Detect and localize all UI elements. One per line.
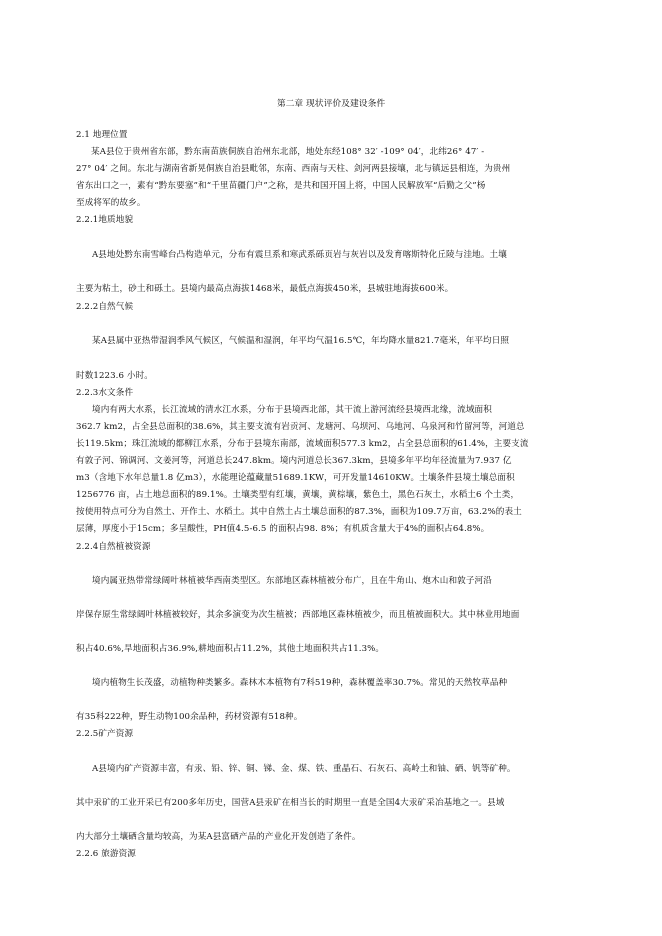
paragraph-line: 至成将军的故乡。 bbox=[76, 198, 146, 208]
paragraph-line: 长119.5km；珠江流域的都柳江水系，分布于县境东南部，流域面积577.3 km2，占全县总面积的61.4%，主要支流 bbox=[76, 439, 529, 449]
paragraph-line: 境内有两大水系，长江流域的清水江水系，分布于县境西北部，其干流上游河流经县境西北缘，流域面积 bbox=[92, 405, 492, 415]
paragraph-line: 层薄，厚度小于15cm；多呈酸性，PH值4.5-6.5 的面积占98. 8%；有机质含量大于4%的面积占64.8%。 bbox=[76, 524, 490, 534]
section-heading-2-2-6: 2.2.6 旅游资源 bbox=[76, 849, 136, 859]
paragraph-line: m3（含地下水年总量1.8 亿m3），水能理论蕴藏量51689.1KW，可开发量14610KW。土壤条件县境土壤总面积 bbox=[76, 473, 515, 483]
paragraph-line: 27° 04′ 之间。东北与湖南省新晃侗族自治县毗邻，东南、西南与天柱、剑河两县接壤，北与镇远县相连，为贵州 bbox=[76, 164, 511, 174]
paragraph-line: 有35科222种，野生动物100余品种，药材资源有518种。 bbox=[76, 712, 303, 722]
chapter-title: 第二章 现状评价及建设条件 bbox=[276, 99, 386, 109]
paragraph-line: 1256776 亩，占土地总面积的89.1%。土壤类型有红壤，黄壤，黄棕壤，紫色土，黑色石灰土，水稻土6 个土类， bbox=[76, 490, 520, 500]
section-heading-2-2-3: 2.2.3水文条件 bbox=[76, 388, 134, 398]
paragraph-line: A县境内矿产资源丰富，有汞、铅、锌、铜、锑、金、煤、铁、重晶石、石灰石、高岭土和铀、硒、钒等矿种。 bbox=[92, 764, 516, 774]
paragraph-line: 境内植物生长茂盛，动植物种类繁多。森林木本植物有7科519种，森林覆盖率30.7%。常见的天然牧草品种 bbox=[92, 678, 508, 688]
paragraph-line: A县地处黔东南雪峰台凸构造单元，分布有震旦系和寒武系砾页岩与灰岩以及发育喀斯特化丘陵与洼地。土壤 bbox=[92, 250, 507, 260]
paragraph-line: 按使用特点可分为自然土、开作土、水稻土。其中自然土占土壤总面积的87.3%，面积为109.7万亩，63.2%的表土 bbox=[76, 507, 522, 517]
paragraph-line: 内大部分土壤硒含量均较高，为某A县富硒产品的产业化开发创造了条件。 bbox=[76, 832, 361, 842]
section-heading-2-2-4: 2.2.4自然植被资源 bbox=[76, 542, 151, 552]
section-heading-2-1: 2.1 地理位置 bbox=[76, 130, 128, 140]
paragraph-line: 主要为粘土，砂土和砾土。县境内最高点海拔1468米，最低点海拔450米，县城驻地海拔600米。 bbox=[76, 284, 454, 294]
paragraph-line: 境内属亚热带常绿阔叶林植被华西南类型区。东部地区森林植被分布广，且在牛角山、炮木山和敦子河沿 bbox=[92, 576, 492, 586]
paragraph-line: 362.7 km2，占全县总面积的38.6%，其主要支流有岩贡河、龙塘河、乌坝河、乌地河、乌泉河和竹留河等，河道总 bbox=[76, 422, 525, 432]
paragraph-line: 某A县属中亚热带湿润季风气候区，气候温和湿润，年平均气温16.5℃，年均降水量821.7毫米，年平均日照 bbox=[92, 336, 510, 346]
paragraph-line: 有敦子河、锦调河、文姜河等，河道总长247.8km。境内河道总长367.3km，县境多年平均年径流量为7.937 亿 bbox=[76, 456, 512, 466]
section-heading-2-2-5: 2.2.5矿产资源 bbox=[76, 729, 134, 739]
section-heading-2-2-2: 2.2.2自然气候 bbox=[76, 302, 134, 312]
paragraph-line: 省东出口之一，素有“黔东要塞”和“千里苗疆门户”之称，是共和国开国上将，中国人民解放军“后勤之父”杨 bbox=[76, 181, 486, 191]
paragraph-line: 积占40.6%,旱地面积占36.9%,耕地面积占11.2%，其他土地面积共占11.3%。 bbox=[76, 644, 385, 654]
paragraph-line: 其中汞矿的工业开采已有200多年历史，国营A县汞矿在相当长的时期里一直是全国4大汞矿采冶基地之一。县域 bbox=[76, 798, 505, 808]
paragraph-line: 岸保存原生常绿阔叶林植被较好，其余多演变为次生植被；西部地区森林植被少，而且植被面积大。其中林业用地面 bbox=[76, 610, 520, 620]
paragraph-line: 时数1223.6 小时。 bbox=[76, 371, 153, 381]
section-heading-2-2-1: 2.2.1地质地貌 bbox=[76, 215, 134, 225]
paragraph-line: 某A县位于贵州省东部，黔东南苗族侗族自治州东北部，地处东经108° 32′ -109° 04′，北纬26° 47′ - bbox=[91, 147, 485, 157]
